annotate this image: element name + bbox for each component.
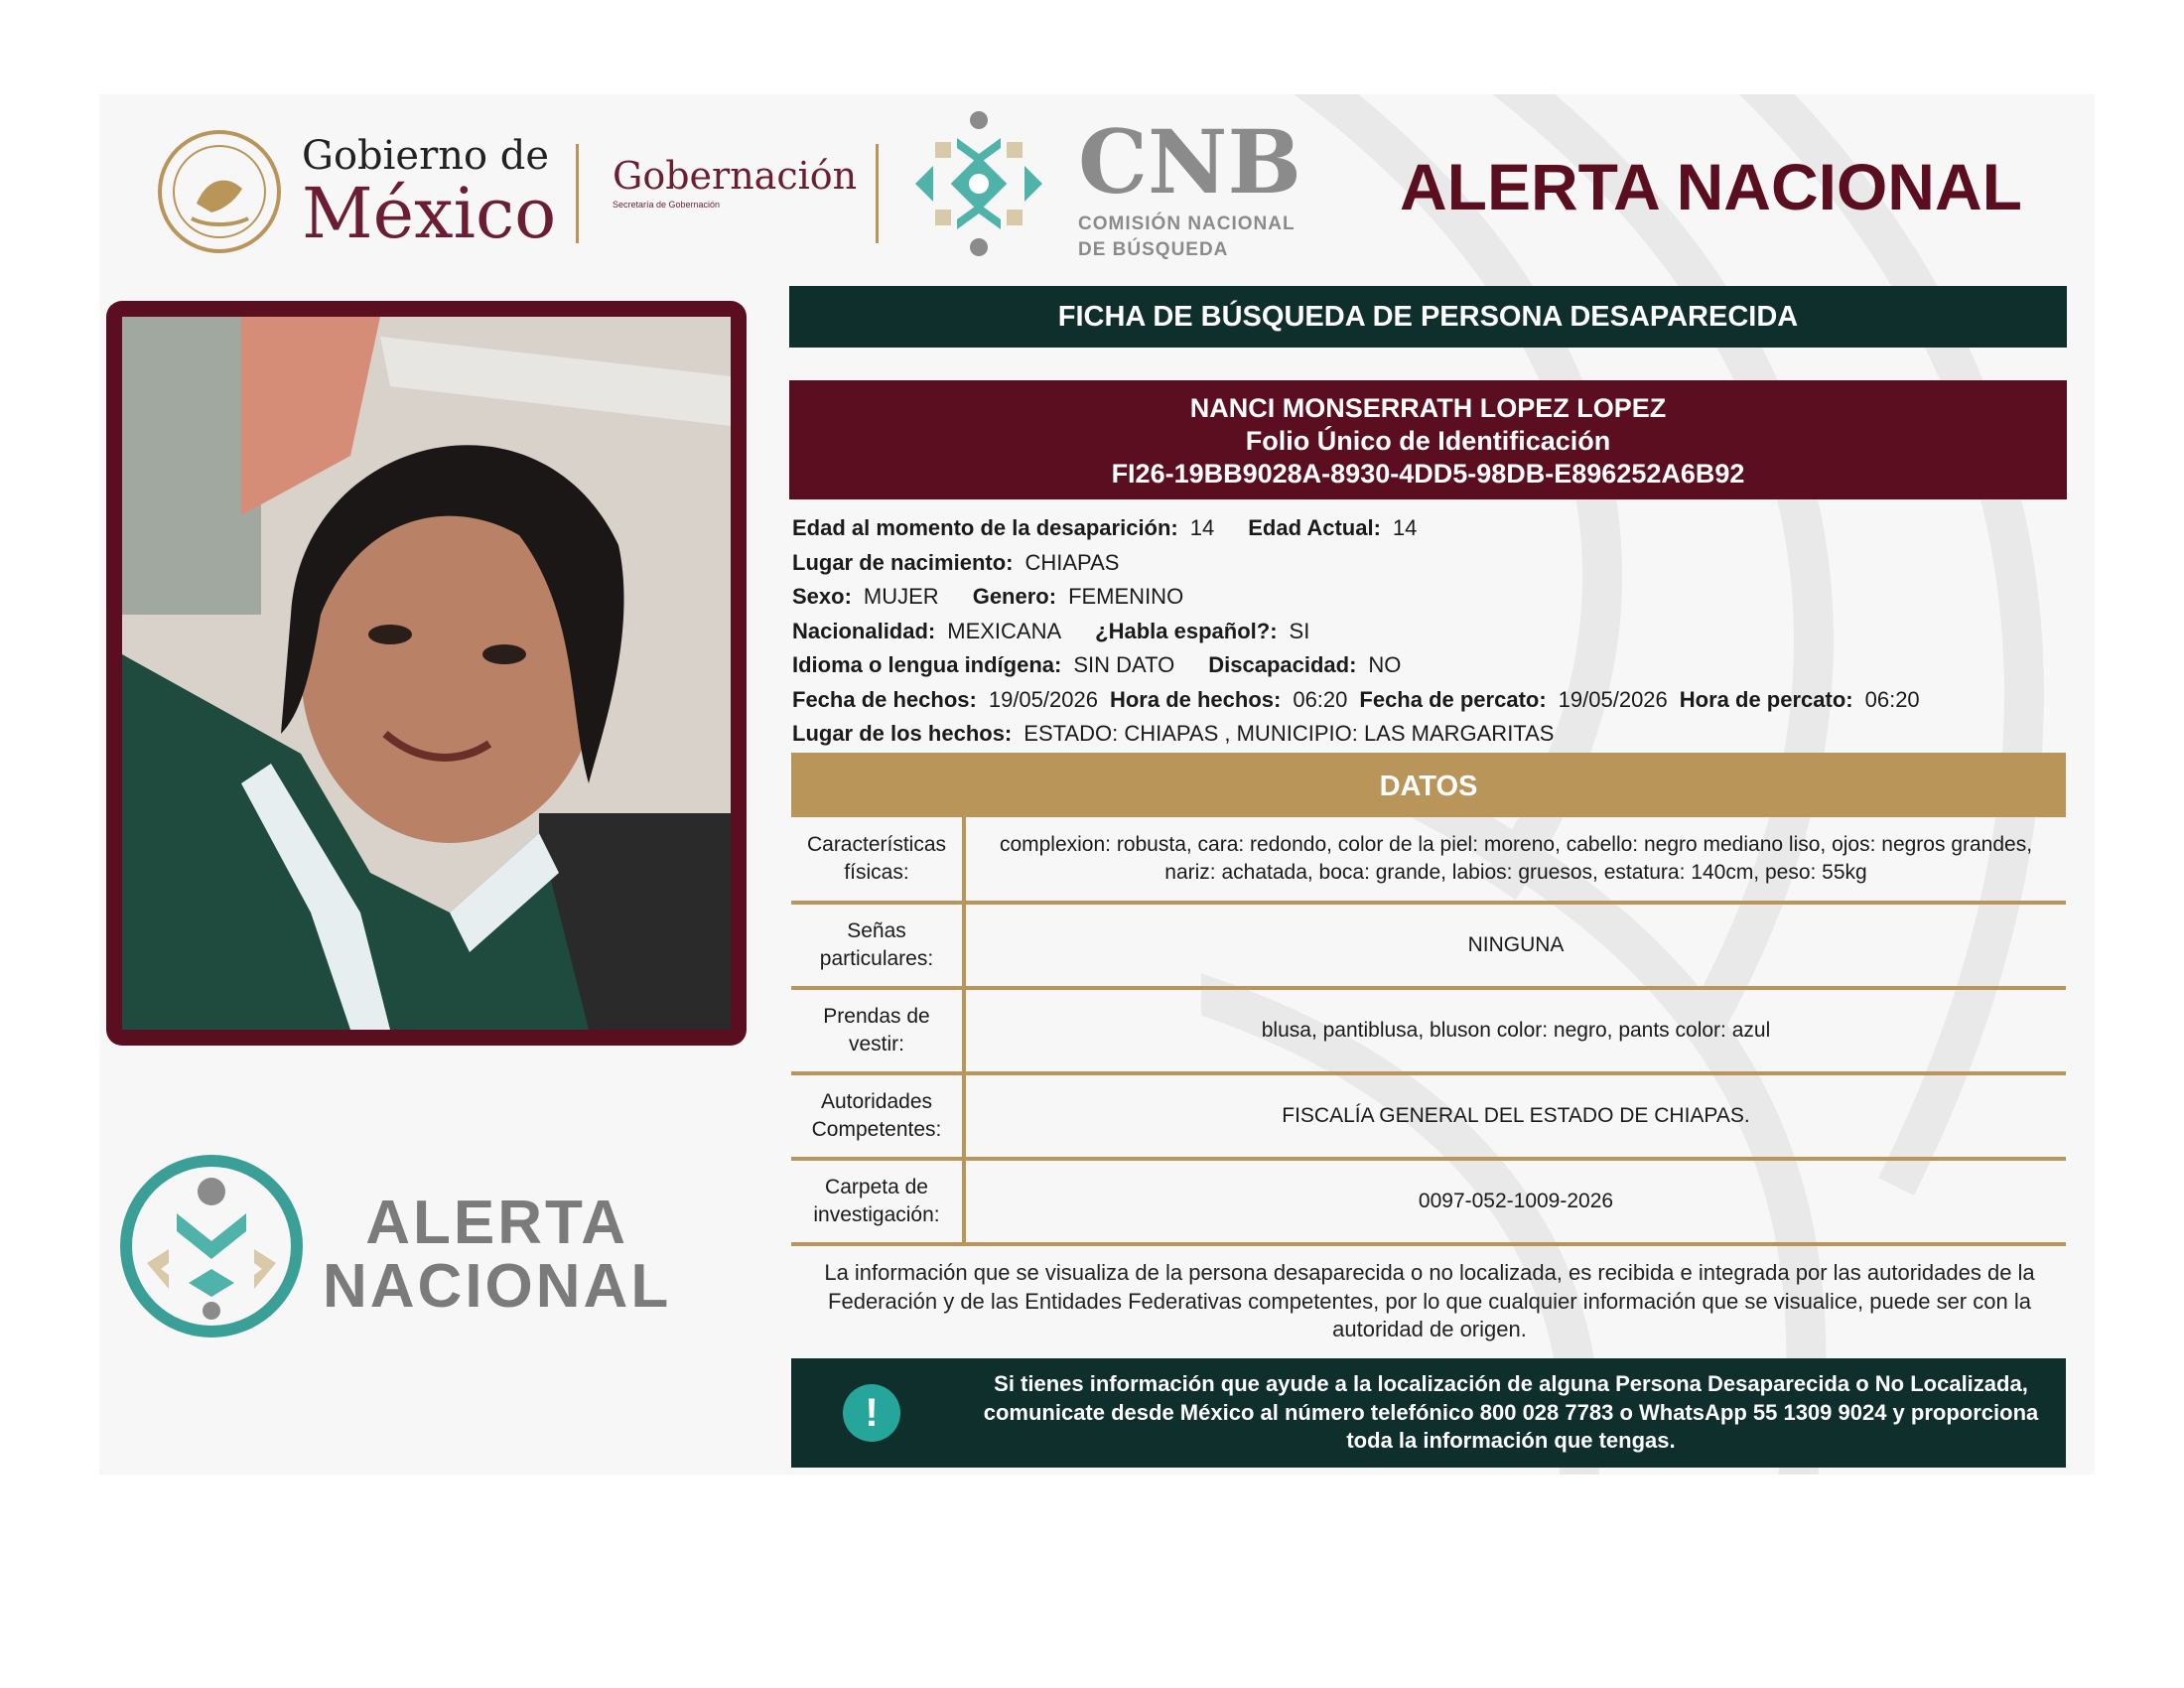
gobierno-mexico-logo — [157, 129, 556, 254]
disclaimer-text: La información que se visualiza de la persona desaparecida o no localizada, es recibida e integrada por las autoridades de la Federación y de las Entidades Federativas competentes, por lo que cualquier información que se visualice, puede ser con la autoridad de origen. — [824, 1260, 2035, 1341]
gobernacion-title: Gobernación — [613, 154, 858, 198]
person-photo — [122, 317, 731, 1030]
field-label: Fecha de hechos: — [792, 686, 977, 712]
field-value: NO — [1368, 652, 1402, 677]
field-row-sexo — [792, 580, 2073, 615]
field-row-idioma — [792, 648, 2073, 683]
row-label: Señas particulares: — [791, 903, 964, 988]
exclamation-icon: ! — [843, 1384, 900, 1442]
table-row — [791, 903, 2066, 988]
alerta-nacional-wordmark — [323, 1189, 672, 1321]
field-label: Hora de hechos: — [1109, 686, 1282, 712]
cnb-wordmark — [1078, 110, 1301, 261]
cnb-subtitle-2: DE BÚSQUEDA — [1078, 239, 1229, 260]
mexico-text: México — [302, 173, 557, 254]
field-label: Discapacidad: — [1208, 652, 1357, 677]
field-value: 06:20 — [1293, 686, 1348, 712]
nacional-word: NACIONAL — [323, 1252, 672, 1321]
row-value: NINGUNA — [964, 903, 2066, 988]
field-label: Genero: — [972, 584, 1057, 609]
folio-value: FI26-19BB9028A-8930-4DD5-98DB-E896252A6B92 — [1111, 459, 1745, 489]
field-label: Lugar de nacimiento: — [792, 549, 1014, 575]
field-row-lugar-hechos — [792, 717, 2073, 752]
table-row — [791, 817, 2066, 903]
header-separator — [876, 144, 879, 243]
cnb-subtitle-1: COMISIÓN NACIONAL — [1078, 213, 1296, 234]
table-row — [791, 1073, 2066, 1159]
field-label: Edad al momento de la desaparición: — [792, 515, 1178, 540]
field-label: Fecha de percato: — [1359, 686, 1547, 712]
field-value: 19/05/2026 — [988, 686, 1098, 712]
row-label: Características físicas: — [791, 817, 964, 903]
field-value: 14 — [1392, 515, 1418, 540]
row-label: Prendas de vestir: — [791, 988, 964, 1073]
alerta-word: ALERTA — [365, 1189, 629, 1257]
gobernacion-logo — [613, 154, 857, 210]
table-row — [791, 1159, 2066, 1244]
datos-table — [791, 817, 2066, 1246]
gobierno-de-text: Gobierno de — [302, 133, 550, 179]
field-label: Nacionalidad: — [792, 618, 936, 643]
field-value: ESTADO: CHIAPAS , MUNICIPIO: LAS MARGARITAS — [1024, 721, 1555, 746]
cnb-title: CNB — [1078, 110, 1301, 213]
field-value: SI — [1289, 618, 1310, 643]
person-fields — [792, 511, 2073, 752]
field-label: Edad Actual: — [1248, 515, 1381, 540]
field-row-fechas — [792, 683, 2073, 718]
photo-frame — [106, 301, 747, 1046]
gobernacion-subtitle: Secretaría de Gobernación — [613, 200, 721, 210]
person-identity-box — [789, 380, 2067, 499]
mexico-seal-icon — [157, 129, 282, 254]
row-value: FISCALÍA GENERAL DEL ESTADO DE CHIAPAS. — [964, 1073, 2066, 1159]
row-value: 0097-052-1009-2026 — [964, 1159, 2066, 1244]
alerta-nacional-title: ALERTA NACIONAL — [1400, 150, 2022, 223]
contact-banner — [791, 1358, 2066, 1468]
table-row — [791, 988, 2066, 1073]
alerta-nacional-emblem-icon — [117, 1152, 306, 1340]
field-value: 19/05/2026 — [1558, 686, 1668, 712]
field-value: 14 — [1189, 515, 1215, 540]
field-value: SIN DATO — [1073, 652, 1175, 677]
field-value: FEMENINO — [1068, 584, 1184, 609]
folio-label: Folio Único de Identificación — [1245, 426, 1611, 456]
field-label: Hora de percato: — [1679, 686, 1853, 712]
field-row-nacionalidad — [792, 615, 2073, 649]
field-value: MEXICANA — [947, 618, 1062, 643]
contact-text: Si tienes información que ayude a la localización de alguna Persona Desaparecida o No Localizada, comunicate desde México al número telefónico 800 028 7783 o WhatsApp 55 1309 9024 y proporciona toda la información que tengas. — [983, 1371, 2039, 1453]
ficha-title-bar: FICHA DE BÚSQUEDA DE PERSONA DESAPARECIDA — [789, 286, 2067, 348]
field-value: MUJER — [863, 584, 939, 609]
field-label: Lugar de los hechos: — [792, 721, 1013, 746]
row-value: blusa, pantiblusa, bluson color: negro, pants color: azul — [964, 988, 2066, 1073]
header-separator — [576, 144, 579, 243]
row-value: complexion: robusta, cara: redondo, color de la piel: moreno, cabello: negro mediano liso, ojos: negros grandes, nariz: achatada, boca: grande, labios: gruesos, estatura: 140cm, peso: 55kg — [964, 817, 2066, 903]
datos-title-bar: DATOS — [791, 753, 2066, 817]
field-value: CHIAPAS — [1024, 549, 1120, 575]
field-label: Idioma o lengua indígena: — [792, 652, 1062, 677]
cnb-emblem-icon — [899, 104, 1058, 263]
field-label: Sexo: — [792, 584, 852, 609]
row-label: Autoridades Competentes: — [791, 1073, 964, 1159]
field-row-nacimiento — [792, 546, 2073, 581]
person-name: NANCI MONSERRATH LOPEZ LOPEZ — [1189, 393, 1667, 423]
row-label: Carpeta de investigación: — [791, 1159, 964, 1244]
field-value: 06:20 — [1864, 686, 1920, 712]
field-row-edad — [792, 511, 2073, 546]
field-label: ¿Habla español?: — [1095, 618, 1278, 643]
